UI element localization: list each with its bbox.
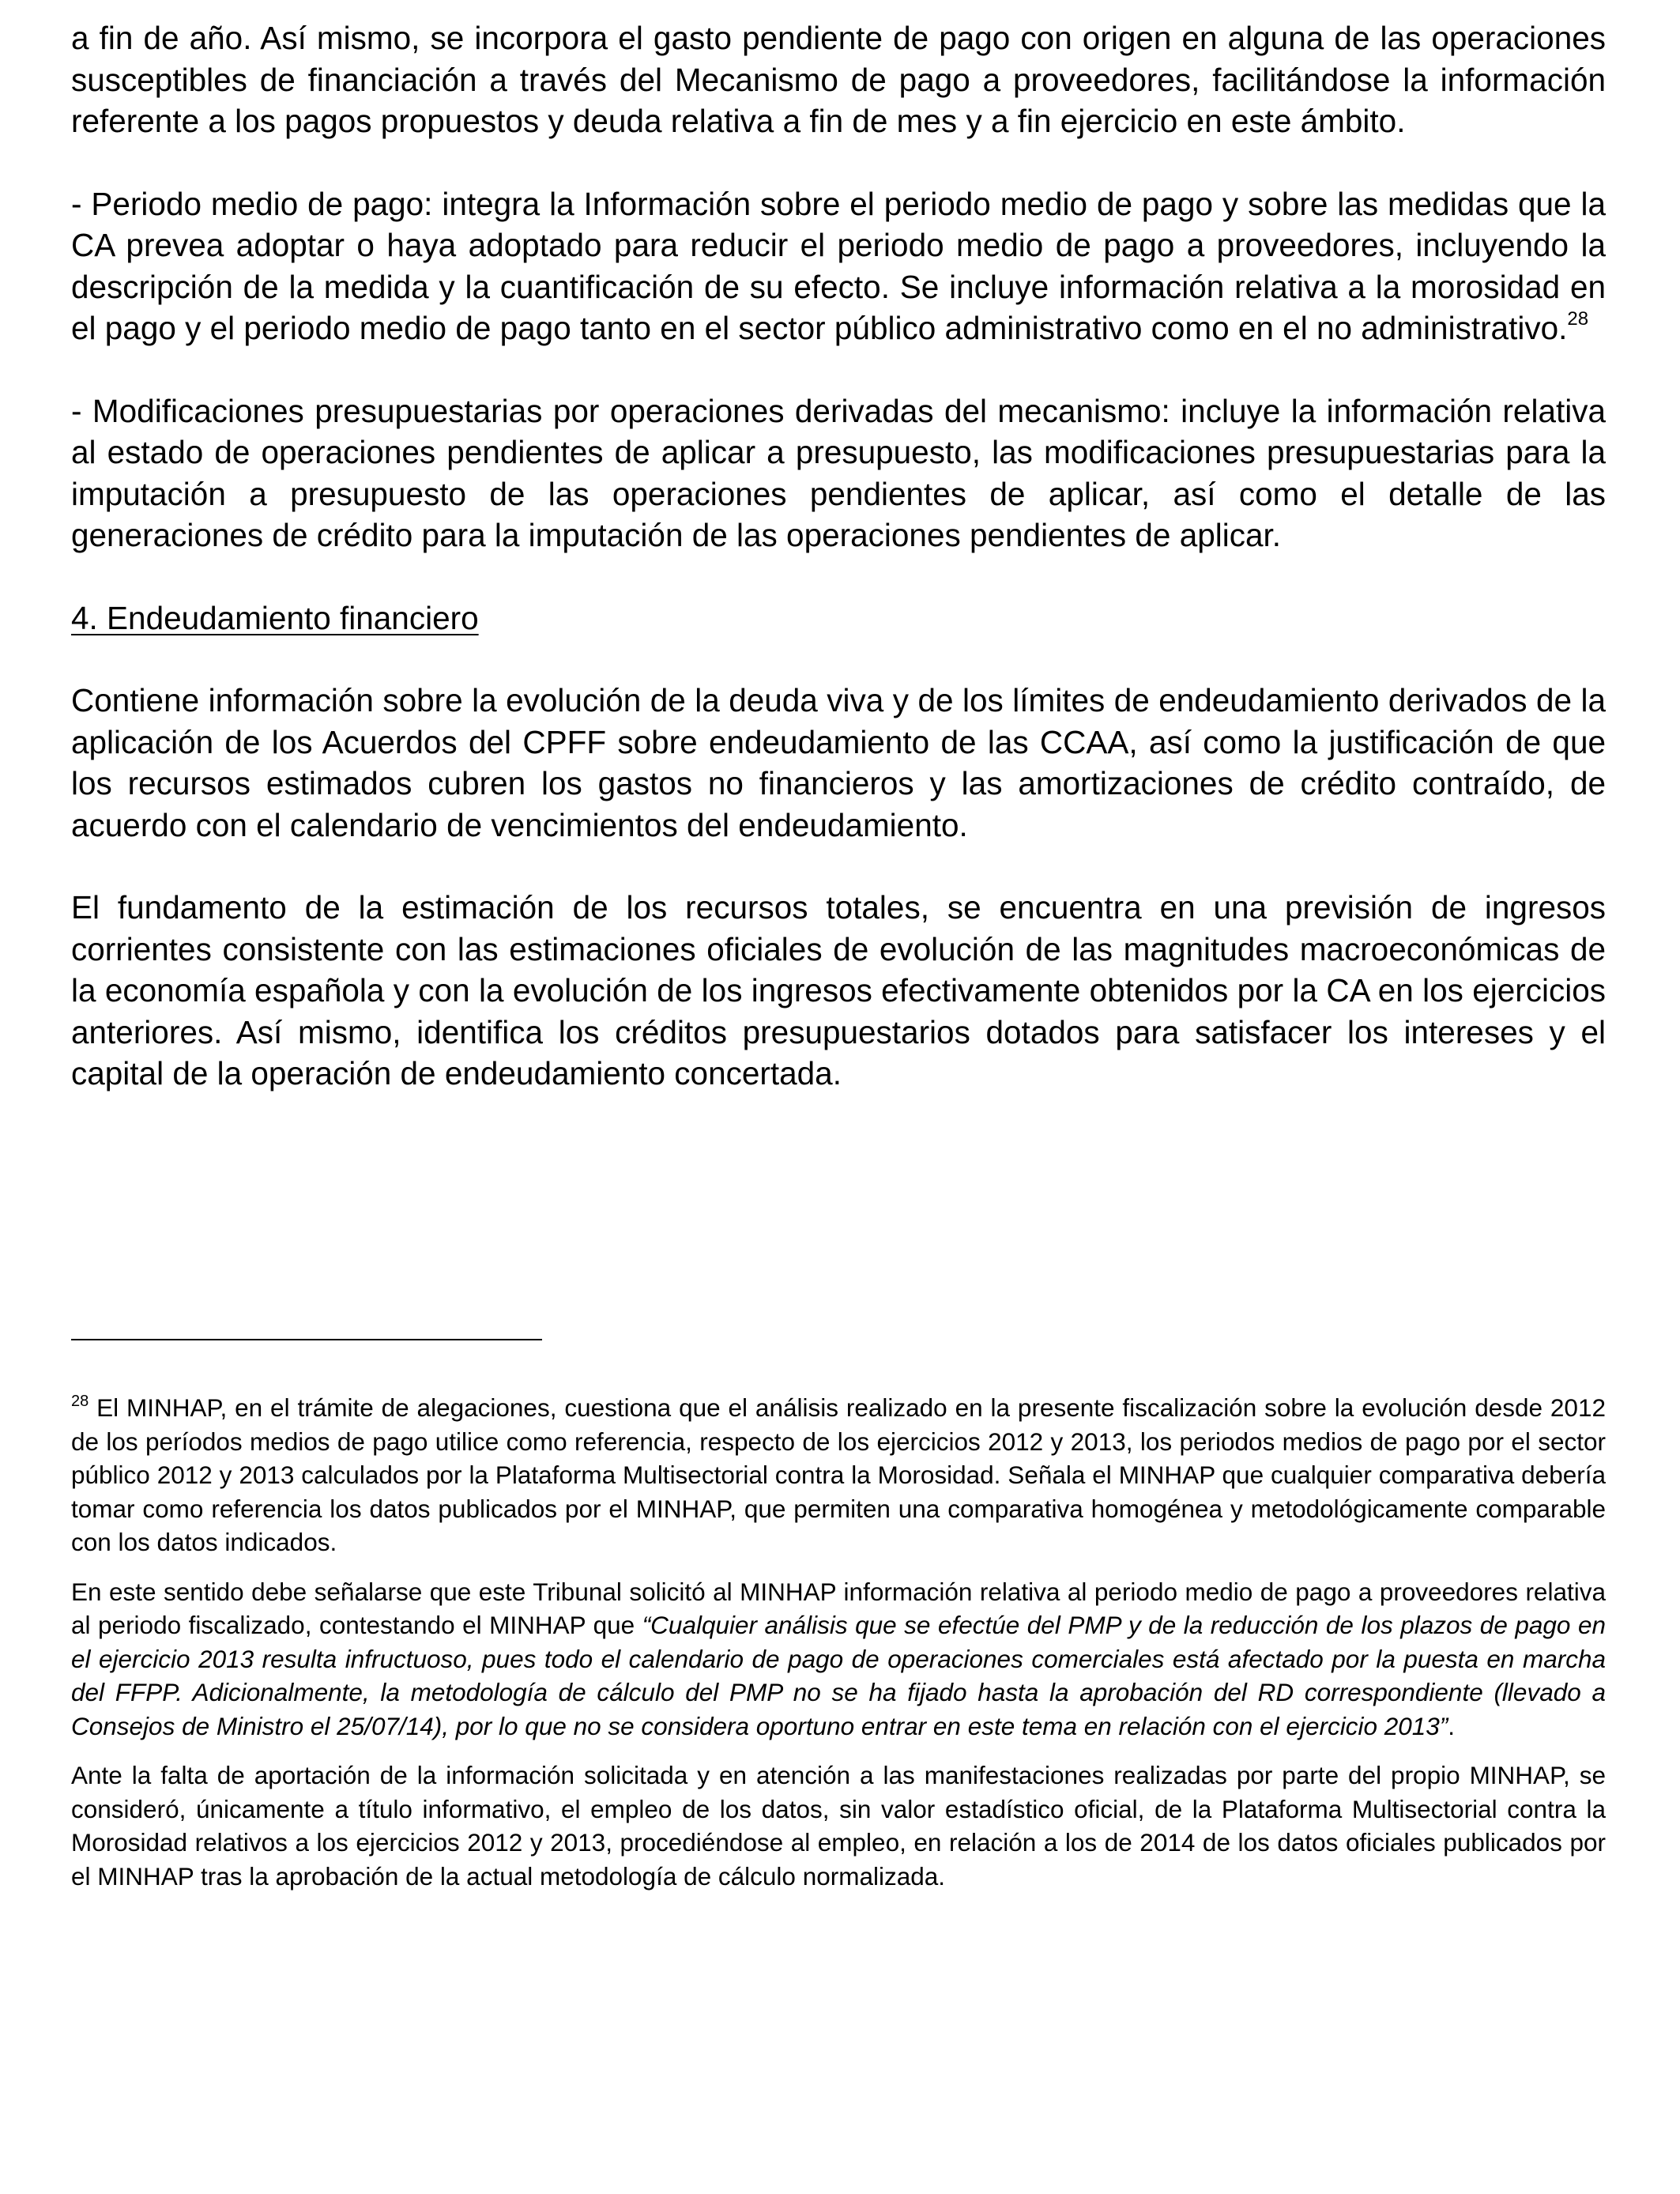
- footnote-28: [71, 1391, 1606, 1559]
- paragraph-text: - Modificaciones presupuestarias por operaciones derivadas del mecanismo: incluye la información relativa al estado de operaciones pendientes de aplicar a presupuesto, las modificaciones presupuestarias para la imputación a presupuesto de las operaciones pendientes de aplicar, así como el detalle de las generaciones de crédito para la imputación de las operaciones pendientes de aplicar.: [71, 392, 1606, 553]
- paragraph-text: - Periodo medio de pago: integra la Información sobre el periodo medio de pago y sobre las medidas que la CA prevea adoptar o haya adoptado para reducir el periodo medio de pago a proveedores, incluyendo la descripción de la medida y la cuantificación de su efecto. Se incluye información relativa a la morosidad en el pago y el periodo medio de pago tanto en el sector público administrativo como en el no administrativo.: [71, 185, 1606, 346]
- footnote-text: Ante la falta de aportación de la información solicitada y en atención a las manifestaciones realizadas por parte del propio MINHAP, se consideró, únicamente a título informativo, el empleo de los datos, sin valor estadístico oficial, de la Plataforma Multisectorial contra la Morosidad relativos a los ejercicios 2012 y 2013, procediéndose al empleo, en relación a los de 2014 de los datos oficiales publicados por el MINHAP tras la aprobación de la actual metodología de cálculo normalizada.: [71, 1761, 1606, 1891]
- paragraph-average-payment-period: [71, 183, 1606, 349]
- footnote-text: El MINHAP, en el trámite de alegaciones, cuestiona que el análisis realizado en la presente fiscalización sobre la evolución desde 2012 de los períodos medios de pago utilice como referencia, respecto de los ejercicios 2012 y 2013, los periodos medios de pago por el sector público 2012 y 2013 calculados por la Plataforma Multisectorial contra la Morosidad. Señala el MINHAP que cualquier comparativa debería tomar como referencia los datos publicados por el MINHAP, que permiten una comparativa homogénea y metodológicamente comparable con los datos indicados.: [71, 1393, 1606, 1556]
- paragraph-payment-pending: [71, 17, 1606, 142]
- footnote-text: En este sentido debe señalarse que este Tribunal solicitó al MINHAP información relativa al periodo medio de pago a proveedores relativa al periodo fiscalizado, contestando el MINHAP que: [71, 1577, 1606, 1639]
- document-page: [71, 17, 1606, 1095]
- footnote-number: 28: [71, 1392, 89, 1410]
- footnote-quote: “Cualquier análisis que se efectúe del PMP y de la reducción de los plazos de pago en el ejercicio 2013 resulta infructuoso, pues todo el calendario de pago de operaciones comerciales está afectado por la puesta en marcha del FFPP. Adicionalmente, la metodología de cálculo del PMP no se ha fijado hasta la aprobación del RD correspondiente (llevado a Consejos de Ministro el 25/07/14), por lo que no se considera oportuno entrar en este tema en relación con el ejercicio 2013”: [71, 1611, 1606, 1740]
- footnote-reference[interactable]: 28: [1567, 307, 1589, 330]
- paragraph-text: Contiene información sobre la evolución de la deuda viva y de los límites de endeudamiento derivados de la aplicación de los Acuerdos del CPFF sobre endeudamiento de las CCAA, así como la justificación de que los recursos estimados cubren los gastos no financieros y las amortizaciones de crédito contraído, de acuerdo con el calendario de vencimientos del endeudamiento.: [71, 682, 1606, 843]
- paragraph-debt-evolution: [71, 680, 1606, 846]
- footnote-separator: [71, 1339, 542, 1340]
- paragraph-budget-modifications: [71, 390, 1606, 556]
- footnote-text-end: .: [1448, 1711, 1456, 1740]
- paragraph-resource-estimation: [71, 887, 1606, 1095]
- paragraph-text: a fin de año. Así mismo, se incorpora el gasto pendiente de pago con origen en alguna de las operaciones susceptibles de financiación a través del Mecanismo de pago a proveedores, facilitándose la información referente a los pagos propuestos y deuda relativa a fin de mes y a fin ejercicio en este ámbito.: [71, 20, 1606, 139]
- footnote-paragraph-conclusion: [71, 1759, 1606, 1893]
- section-heading: 4. Endeudamiento financiero: [71, 599, 479, 636]
- footnote-paragraph-response: [71, 1575, 1606, 1744]
- paragraph-text: El fundamento de la estimación de los recursos totales, se encuentra en una previsión de ingresos corrientes consistente con las estimaciones oficiales de evolución de las magnitudes macroeconómicas de la economía española y con la evolución de los ingresos efectivamente obtenidos por la CA en los ejercicios anteriores. Así mismo, identifica los créditos presupuestarios dotados para satisfacer los intereses y el capital de la operación de endeudamiento concertada.: [71, 889, 1606, 1091]
- footnotes-section: [71, 1391, 1606, 1893]
